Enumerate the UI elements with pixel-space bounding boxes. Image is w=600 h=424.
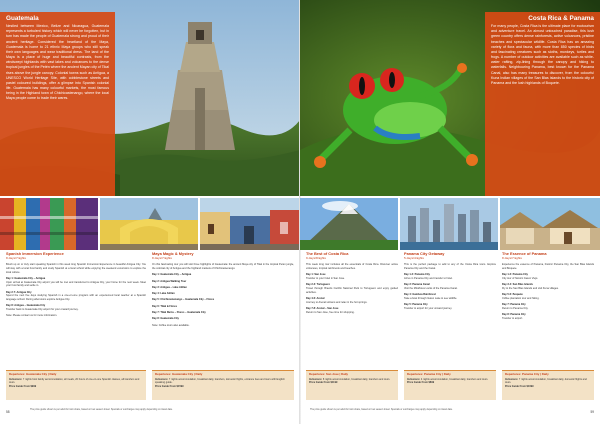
tour-maya-magic: [152, 252, 294, 368]
inclusions-text: 8 nights accommodation, breakfast daily, transfers and tours.: [322, 377, 391, 381]
day-label: Day 3: Panama Canal: [404, 283, 430, 287]
tour-info-box: [6, 370, 146, 400]
antigua-arch-image: [100, 198, 198, 250]
tour-title: Panama City Getaway: [404, 252, 445, 256]
departures: Departures: Panama City | Daily: [407, 372, 451, 376]
day-label: Day 7: Tikal Ruins – Flores – Guatemala City: [152, 310, 206, 314]
day-text: Travel through Braulio Carrillo National Park to Tortuguero and enjoy guided activities.: [306, 286, 398, 294]
day-label: Day 8: Panama City: [502, 313, 526, 317]
tour-intro: Experience the essence of Panama, historic Panama City, the San Blas Islands and Boquete.: [502, 263, 594, 270]
panama-skyline-image: [400, 198, 498, 250]
page-footer-note: The price guide shown is per adult for twin share, based on low season travel. Specials or surcharges may apply depending on travel date.: [30, 409, 173, 411]
region-title: Costa Rica & Panama: [528, 15, 594, 22]
tour-duration: 9 days/8nights: [306, 255, 326, 260]
day-text: Transfer back to Guatemala City airport for your onward journey.: [6, 308, 79, 312]
inclusions-label: Inclusions:: [505, 377, 519, 381]
departures: Departures: San Jose | Daily: [309, 372, 349, 376]
day-label: Day 1-2: Panama City: [404, 273, 430, 277]
day-text: Coffee plantation tour and hiking.: [502, 296, 540, 300]
inclusions-label: Inclusions:: [309, 377, 323, 381]
day-label: Day 4: Lake Atitlan: [152, 292, 175, 296]
day-label: Day 3-4: San Blas Islands: [502, 283, 533, 287]
day-label: Day 4: Gamboa Rainforest: [404, 293, 436, 297]
day-label: Day 5-6: Boquete: [502, 293, 523, 297]
textiles-image: [0, 198, 98, 250]
day-label: Day 4-6: Arenal: [306, 296, 325, 300]
day-label: Day 2-3: Tortuguero: [306, 283, 331, 287]
inclusions-text: 7 nights accommodation, breakfast daily, transfers, domestic flights, entrance fees and tours with English speaking guide.: [155, 377, 285, 384]
day-text: Visit the Miraflores Locks of the Panama Canal.: [404, 286, 458, 290]
day-label: Day 2-7: Antigua City: [6, 290, 32, 294]
tour-spanish-immersion: [6, 252, 146, 368]
day-text: Return to Panama City.: [502, 306, 529, 310]
colonial-street-photo: [200, 198, 300, 250]
day-label: Day 3: Antigua – Lake Atitlan: [152, 285, 187, 289]
tour-note: Note: Coffee tours also available.: [152, 323, 190, 327]
inclusions-text: 7 nights accommodation, breakfast daily, domestic flights and tours.: [505, 377, 587, 384]
day-text: Upon arrival at Guatemala City airport you will be met and transferred to Antigua City, your home for the next week. Meet your host family and settle in.: [6, 280, 146, 288]
day-text: Journey to Arenal volcano and relax in the hot springs.: [306, 300, 368, 304]
region-intro-text: Nestled between Mexico, Belize and Nicaragua, Guatemala represents a turbulent history which will never be forgotten, but in turn has made the people of Guatemala strong and proud of their ancient heritage. Considered the heartland of the Maya, Guatemala is home to 21 ethnic Maya groups who still speak their own languages and wear traditional dress. The land of the Maya is a place of huge and beautiful contrasts, from the windswept highlands with vast lakes and volcanoes to the dense tropical jungles of the Petén where the ancient Mayan city of Tikal rises above the jungle canopy. Colonial towns such as Antigua, a UNESCO World Heritage Site, with cobblestone streets and pastel coloured buildings, offer a glimpse into Spanish colonial life. Guatemala has many colourful markets, the most famous being in the Highland town of Chichicastenango, where the local Maya people come to trade their wares.: [6, 24, 109, 101]
tour-info-box: [404, 370, 496, 400]
inclusions-text: 7 nights host family accommodation, all meals, 20 hours of one-on-one Spanish classes, all transfers and tours.: [9, 377, 140, 384]
page-number: 59: [590, 410, 594, 414]
region-title: Guatemala: [6, 15, 39, 22]
day-label: Day 8: Antigua – Guatemala City: [6, 304, 46, 308]
costa-rica-photo-row: [300, 198, 600, 250]
day-label: Day 1: Guatemala City – Antigua: [152, 273, 192, 277]
right-page: [300, 0, 600, 424]
volcano-photo: [300, 198, 398, 250]
price-guide: Price Guide From $1199: [309, 381, 338, 384]
day-label: Day 1: San Jose: [306, 273, 326, 277]
page-footer-note: The price guide shown is per adult for twin share, based on low season travel. Specials or surcharges may apply depending on travel date.: [310, 409, 453, 411]
tour-title: Maya Magic & Mystery: [152, 252, 194, 256]
tour-title: The Essence of Panama: [502, 252, 547, 256]
day-text: Arrive in Panama City and transfer to hotel.: [404, 276, 453, 280]
day-label: Day 1-2: Panama City: [502, 273, 528, 277]
tour-duration: 8 days/7nights: [502, 255, 522, 260]
day-text: Return to San Jose, free time for shopping.: [306, 310, 355, 314]
tour-duration: 8 days/7nights: [152, 255, 172, 260]
departures: Departures: Guatemala City | Daily: [9, 372, 57, 376]
village-image: [500, 198, 600, 250]
tour-duration: 5 days/4nights: [404, 255, 424, 260]
day-text: Spend the next five days studying Spanish in a one-on-one program with an experienced local teacher at a Spanish language school. During afternoons explore Antigua City.: [6, 294, 146, 302]
inclusions-label: Inclusions:: [155, 377, 169, 381]
departures: Departures: Guatemala City | Daily: [155, 372, 203, 376]
day-text: Transfer to airport for your onward journey.: [404, 306, 453, 310]
price-guide: Price Guide From $1699: [505, 384, 534, 388]
day-label: Day 5: Chichicastenango – Guatemala City – Flores: [152, 298, 215, 302]
tour-intro: On this fascinating tour you will visit three highlights of Guatemala: the ancient Maya city of Tikal in the tropical Petén jungle, the colonial city of Antigua and the highland markets of Chichicastenango.: [152, 263, 294, 270]
day-text: Fly to the San Blas Islands and visit Kuna villages.: [502, 286, 559, 290]
day-label: Day 7: Panama City: [502, 303, 526, 307]
antigua-arch-photo: [100, 198, 198, 250]
day-label: Day 1: Guatemala City – Antigua: [6, 276, 46, 280]
page-number: 58: [6, 410, 10, 414]
day-label: Day 2: Antigua Walking Tour: [152, 279, 187, 283]
inclusions-label: Inclusions:: [9, 377, 23, 381]
tour-intro: Brush up on or truly start speaking Spanish in this week long Spanish Immersion Experience in beautiful Antigua City. You will stay with a local host family and study Spanish at a local school while enjoying the weekend excursions to explore the local culture.: [6, 263, 146, 274]
day-label: Day 8: Guatemala City: [152, 317, 179, 321]
tour-title: The Best of Costa Rica: [306, 252, 349, 256]
day-text: Transfer to airport.: [502, 316, 523, 320]
day-label: Day 7-8: Arenal – San Jose: [306, 306, 339, 310]
guatemala-photo-row: [0, 198, 300, 250]
tour-title: Spanish Immersion Experience: [6, 252, 64, 256]
tour-intro: This week long tour includes all the essentials of Costa Rica. Discover active volcanoes, tropical rainforests and beaches.: [306, 263, 398, 270]
panama-village-photo: [500, 198, 600, 250]
day-text: Take a boat through Gatun Lake to see wildlife.: [404, 296, 458, 300]
guatemala-intro-panel: [0, 12, 115, 196]
day-text: City tour of historic Casco Viejo.: [502, 276, 539, 280]
tour-essence-of-panama: [502, 252, 594, 368]
departures: Departures: Panama City | Daily: [505, 372, 549, 376]
price-guide: Price Guide From $899: [407, 381, 435, 384]
tour-info-box: [306, 370, 398, 400]
market-textiles-photo: [0, 198, 98, 250]
panama-city-photo: [400, 198, 498, 250]
day-label: Day 5: Panama City: [404, 303, 428, 307]
day-text: Transfer to your hotel in San Jose.: [306, 276, 345, 280]
tour-panama-city-getaway: [404, 252, 496, 368]
tour-info-box: [502, 370, 594, 400]
tour-note: Note: Please contact us for more information.: [6, 314, 58, 318]
volcano-image: [300, 198, 398, 250]
tour-duration: 8 days/7nights: [6, 255, 26, 260]
day-label: Day 6: Tikal & Flores: [152, 304, 178, 308]
inclusions-text: 4 nights accommodation, breakfast daily, transfers and tours.: [420, 377, 489, 381]
tour-info-box: [152, 370, 294, 400]
price-guide: Price Guide From $1599: [155, 384, 184, 388]
price-guide: Price Guide From $999: [9, 384, 37, 388]
tour-best-of-costa-rica: [306, 252, 398, 368]
region-intro-text: For many people, Costa Rica is the ultimate place for ecotourism and adventure travel. An almost untouched paradise, this lush green country offers dense rainforests, active volcanoes, pristine beaches and spectacular wildlife. Costa Rica has an amazing variety of flora and fauna, with more than 850 species of birds and fascinating creatures such as sloths, monkeys, turtles and frogs. A number of outdoor activities are available such as white-water rafting, zip-lining through the canopy and hiking to waterfalls. Neighbouring Panama, best known for the Panama Canal, also has many treasures to discover, from the colourful Kuna Indian villages of the San Blas Islands to the historic city of Panama and the lush highlands of Boquete.: [491, 24, 594, 85]
colonial-street-image: [200, 198, 300, 250]
inclusions-label: Inclusions:: [407, 377, 421, 381]
tour-intro: This is the perfect package to add to any of the Costa Rica tours. Explore Panama City and the Canal.: [404, 263, 496, 270]
costa-rica-intro-panel: [485, 12, 600, 196]
